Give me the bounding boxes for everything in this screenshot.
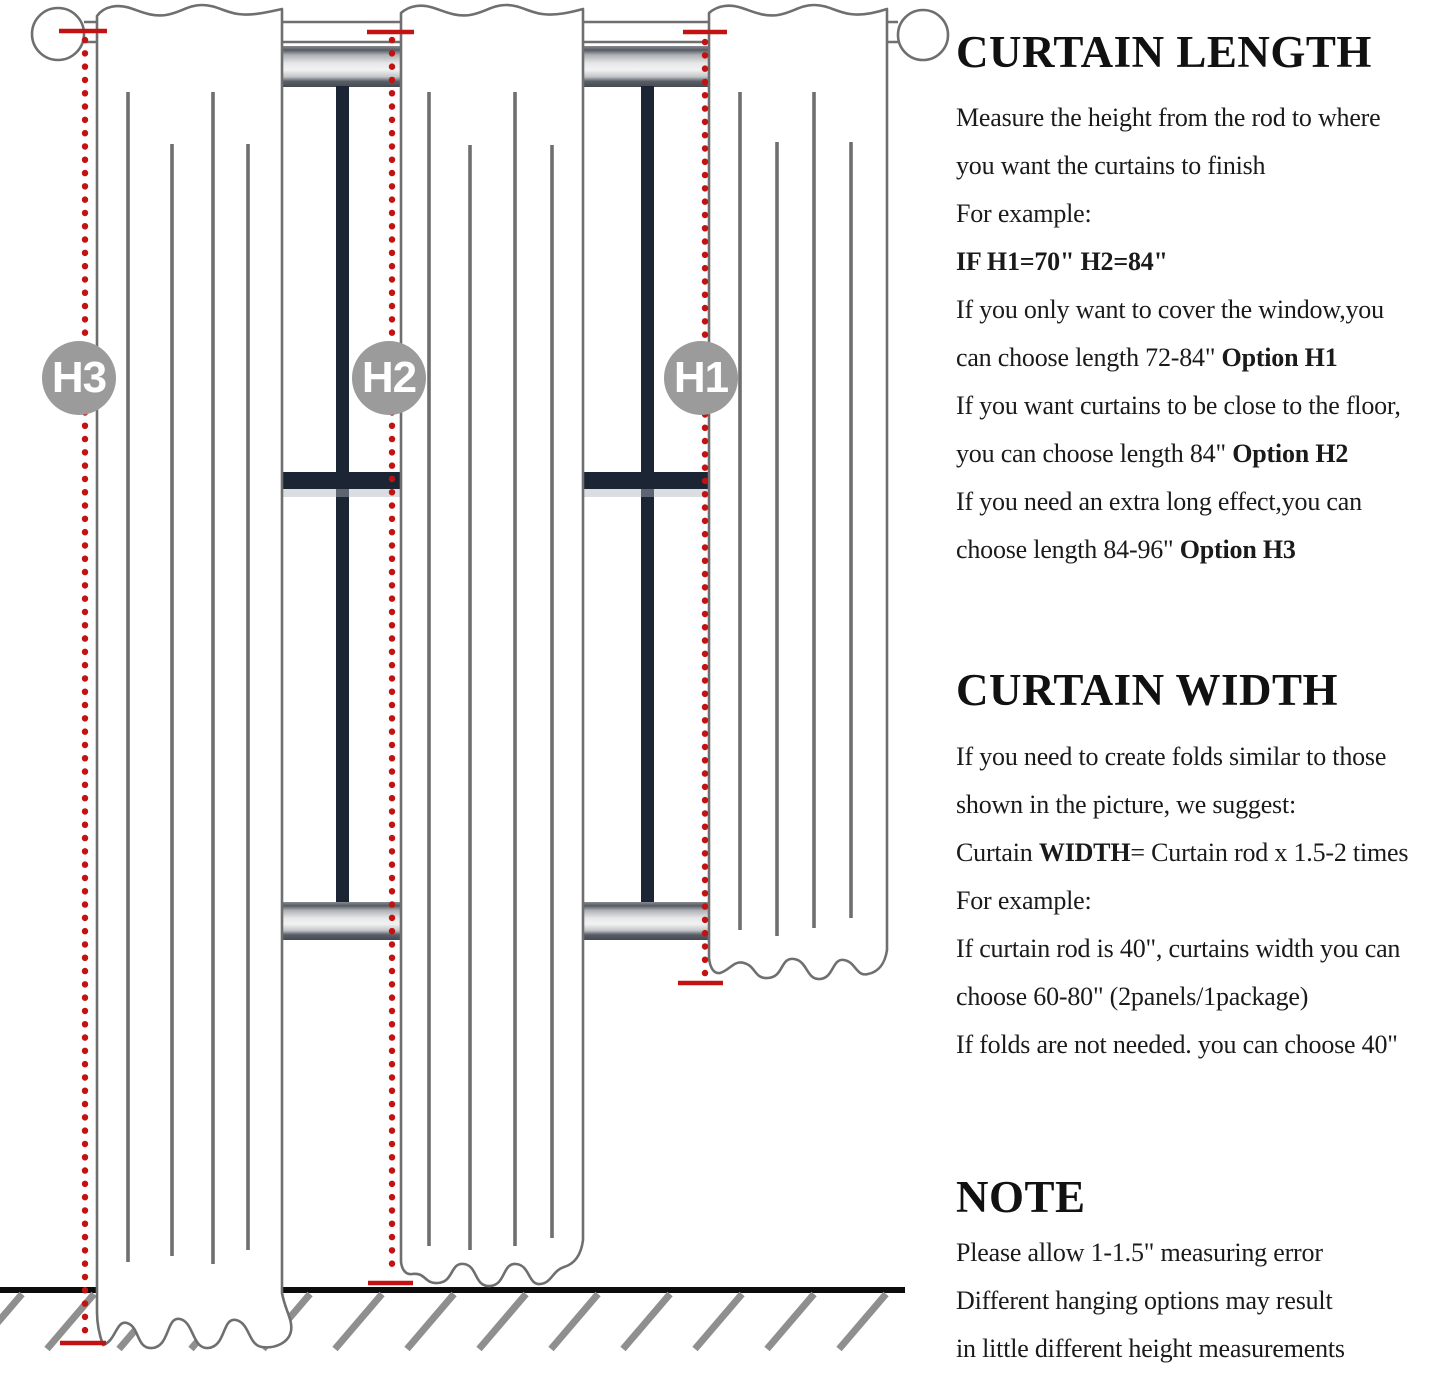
text-line xyxy=(956,526,1401,574)
curtain-panel-h2 xyxy=(401,5,583,1286)
text-segment: shown in the picture, we suggest: xyxy=(956,790,1297,819)
label-h2-text: H2 xyxy=(361,353,417,402)
curtain-width-text xyxy=(956,733,1408,1069)
text-segment: If you only want to cover the window,you xyxy=(956,295,1384,324)
curtain-panel-h3 xyxy=(97,5,291,1348)
curtain-width-heading: CURTAIN WIDTH xyxy=(956,665,1339,715)
text-line xyxy=(956,142,1401,190)
label-h1 xyxy=(664,341,738,415)
text-bold-segment: Option H2 xyxy=(1232,439,1349,468)
text-line xyxy=(956,1021,1408,1069)
rod-finial-right xyxy=(898,10,948,60)
text-bold-segment: Option H3 xyxy=(1179,535,1296,564)
text-line xyxy=(956,238,1401,286)
text-segment: For example: xyxy=(956,199,1092,228)
text-line xyxy=(956,1229,1345,1277)
curtain-length-heading: CURTAIN LENGTH xyxy=(956,27,1372,77)
text-line xyxy=(956,1325,1345,1373)
text-segment: Different hanging options may result xyxy=(956,1286,1333,1315)
text-bold-segment: WIDTH xyxy=(1038,838,1131,867)
text-segment: choose length 84-96" xyxy=(956,535,1180,564)
curtain-h3-body xyxy=(97,5,291,1348)
text-segment: in little different height measurements xyxy=(956,1334,1345,1363)
text-segment: Please allow 1-1.5" measuring error xyxy=(956,1238,1323,1267)
text-segment: you can choose length 84" xyxy=(956,439,1233,468)
label-h3 xyxy=(42,341,116,415)
text-line xyxy=(956,190,1401,238)
text-segment: you want the curtains to finish xyxy=(956,151,1266,180)
text-bold-segment: IF H1=70" H2=84" xyxy=(956,247,1168,276)
text-segment: If you need to create folds similar to those xyxy=(956,742,1387,771)
text-line xyxy=(956,286,1401,334)
text-segment: If you need an extra long effect,you can xyxy=(956,487,1362,516)
text-line xyxy=(956,781,1408,829)
text-line xyxy=(956,973,1408,1021)
text-line xyxy=(956,877,1408,925)
text-line xyxy=(956,925,1408,973)
text-line xyxy=(956,94,1401,142)
text-bold-segment: Option H1 xyxy=(1221,343,1338,372)
text-segment: Measure the height from the rod to where xyxy=(956,103,1381,132)
text-line xyxy=(956,1277,1345,1325)
text-segment: Curtain xyxy=(956,838,1039,867)
label-h1-text: H1 xyxy=(673,353,729,402)
curtain-length-text xyxy=(956,94,1401,574)
text-line xyxy=(956,382,1401,430)
note-text xyxy=(956,1229,1345,1373)
text-segment: For example: xyxy=(956,886,1092,915)
text-line xyxy=(956,334,1401,382)
text-line xyxy=(956,733,1408,781)
curtain-panel-h1 xyxy=(709,5,887,979)
text-line xyxy=(956,430,1401,478)
info-column xyxy=(956,0,1445,1375)
note-heading: NOTE xyxy=(956,1172,1086,1222)
curtain-h1-body xyxy=(709,5,887,979)
label-h3-text: H3 xyxy=(51,353,107,402)
label-h2 xyxy=(352,341,426,415)
text-line xyxy=(956,478,1401,526)
text-segment: If curtain rod is 40", curtains width you can xyxy=(956,934,1401,963)
text-segment: can choose length 72-84" xyxy=(956,343,1222,372)
text-segment: If you want curtains to be close to the floor, xyxy=(956,391,1401,420)
rod-finial-left xyxy=(32,8,84,60)
text-segment: = Curtain rod x 1.5-2 times xyxy=(1130,838,1409,867)
text-line xyxy=(956,829,1408,877)
text-segment: choose 60-80" (2panels/1package) xyxy=(956,982,1309,1011)
text-segment: If folds are not needed. you can choose 40" xyxy=(956,1030,1398,1059)
